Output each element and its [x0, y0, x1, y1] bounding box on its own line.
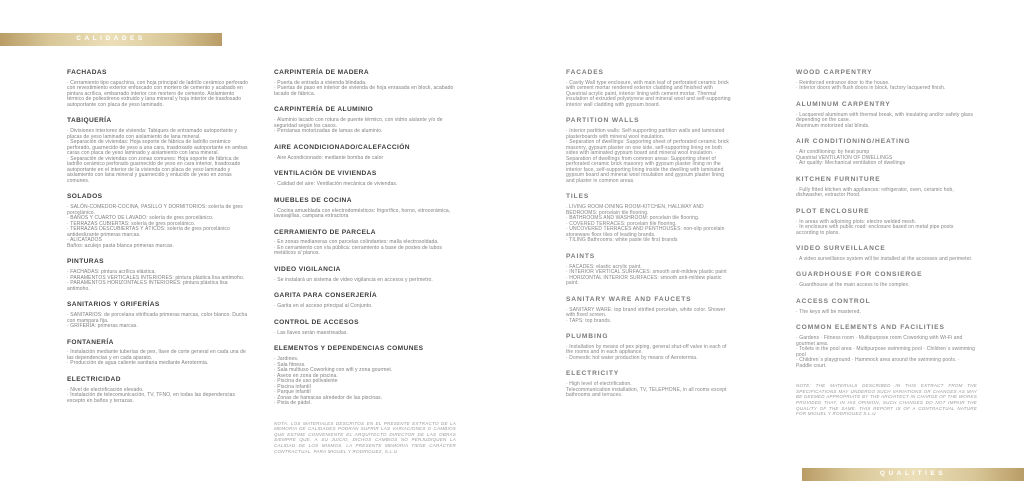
- section-heading: VIDEO SURVEILLANCE: [796, 245, 886, 253]
- section-item: · Cavity Wall type enclosure, with main leaf of perforated ceramic brick with cement mortar rendered exterior cladding and finished with Questrial acrylic paint, interior lining with cement mortar. Thermal insulation of extruded polystyrene and mineral wool and self-supporting interior wall cladding with gypsum board.: [566, 79, 731, 108]
- section-item: . LIVING ROOM-DINING ROOM-KITCHEN, HALLWAY AND BEDROOMS: porcelain tile flooring.: [566, 204, 704, 216]
- spec-section: [67, 376, 250, 404]
- section-heading: CERRAMIENTO DE PARCELA: [274, 228, 376, 236]
- spec-section: [274, 144, 456, 161]
- legal-note: NOTA: LOS MATERIALES DESCRITOS EN EL PRESENTE EXTRACTO DE LA MEMORIA DE CALIDADES PODRÁN SUFRIR LAS VARIACIONES O CAMBIOS QUE ESTIME CONVENIENTE EL ARQUITECTO DIRECTOR DE LAS OBRAS SIEMPRE QUE, A SU JUICIO, DICHOS CAMBIOS NO PERJUDIQUEN LA CALIDAD DE LOS MISMOS. LA PRESENTE MEMORIA TIENE CARÁCTER CONTRACTUAL. PARA MIGUEL Y RODRÍGUEZ, S.L.U: [274, 420, 456, 454]
- section-item: · FACHADAS: pintura acrílica elástica.: [67, 269, 156, 276]
- spec-section: [274, 319, 456, 336]
- section-item: · Children´s playground · Hammock area around the swimming pools. · Paddle court.: [796, 357, 960, 369]
- section-heading: SANITARY WARE AND FAUCETS: [566, 295, 692, 303]
- section-item: · Las llaves serán maestreadas.: [274, 329, 348, 336]
- section-item: · Separación de viviendas con zonas comunes: Hoja soporte de fábrica de ladrillo cerámico perforado guarnecido de yeso en cara interior, trasdosado autoportante en el interior de la vivienda con placa de yeso laminado y aislamiento con lana mineral y guarnecido y enlucido de yeso en zonas comunes.: [67, 155, 241, 184]
- column-english-2: [796, 69, 977, 417]
- section-item: · BATHROOMS AND WASHROOM: porcelain tile flooring.: [566, 215, 700, 222]
- section-heading: SOLADOS: [67, 193, 103, 201]
- spec-section: [67, 301, 250, 329]
- spec-section: [274, 170, 456, 187]
- spec-section: [274, 292, 456, 309]
- section-item: · TERRAZAS DESCUBIERTAS Y ÁTICOS: solería de gres porcelánico antideslizante primeras marcas.: [67, 226, 230, 238]
- spec-section: [274, 106, 456, 134]
- spec-section: [566, 253, 734, 287]
- spec-section: [566, 69, 734, 108]
- calidades-header-bar: [0, 33, 222, 46]
- section-item: Telecommunication installation, TV, TELEPHONE, in all rooms except bathrooms and terraces.: [566, 386, 727, 399]
- section-item: · A video surveillance system will be installed at the accesses and perimeter.: [796, 255, 973, 262]
- section-item: · INTERIOR VERTICAL SURFACES: smooth anti-mildew plastic paint: [566, 269, 727, 276]
- section-item: · SANITARY WARE: top brand vitrified porcelain, white color. Shower with fixed screen.: [566, 306, 726, 319]
- section-heading: FACADES: [566, 69, 604, 76]
- spec-section: [274, 345, 456, 406]
- section-heading: TILES: [566, 193, 590, 201]
- section-item: · Interior doors with flush doors in block, factory lacquered finish.: [796, 85, 946, 92]
- spec-section: [67, 69, 250, 108]
- spec-section: [566, 193, 734, 243]
- section-heading: ACCESS CONTROL: [796, 297, 871, 305]
- section-item: · Divisiones interiores de vivienda: Tabiques de entramado autoportante y placas de yeso laminado con aislamiento de lana mineral.: [67, 128, 238, 140]
- section-item: · Calidad del aire: Ventilación mecánica de viviendas.: [274, 181, 398, 188]
- section-item: · COVERED TERRACES: porcelain tile flooring.: [566, 220, 677, 227]
- spec-section: [796, 208, 977, 236]
- section-heading: PAINTS: [566, 252, 596, 260]
- section-item: · Cerramiento tipo capuchina, con hoja principal de ladrillo cerámico perforado con revestimiento exterior enfoscado con mortero de cemento y acabado en pintura acrílica, embarrado interior con mortero de cemento. Aislamiento térmico de poliestireno extruido y lana mineral y hoja interior de trasdosado autoportante con placa de yeso laminado.: [67, 79, 249, 108]
- section-heading: GUARDHOUSE FOR CONSIERGE: [796, 271, 923, 279]
- section-item: · Guardhouse at the main access to the complex.: [796, 282, 910, 289]
- spec-section: [67, 258, 250, 292]
- section-item: · Separation of dwellings: Supporting sheet of perforated ceramic brick masonry, gypsum plaster on one side, self-supporting lining on both sides with laminated gypsum board and mineral wool insulation. · Separation of dwellings from common areas: Supporting sheet of perforated ceramic brick masonry with gypsum plaster lining on the interior face, self-supporting lining inside the dwelling with laminated gypsum board and mineral wool insulation and gypsum plaster lining and plaster in common areas.: [566, 139, 730, 184]
- section-heading: VENTILACIÓN DE VIVIENDAS: [274, 170, 377, 178]
- section-item: · SANITARIOS: de porcelana vitrificada primeras marcas, color blanco. Ducha con mampara fija.: [67, 312, 248, 324]
- section-item: · TILING Bathrooms: white paste tile first brands: [566, 237, 678, 244]
- section-item: · Aseos en zona de piscina.: [274, 372, 338, 379]
- section-item: · Garita en el acceso principal al Conjunto.: [274, 303, 373, 310]
- spec-section: [274, 197, 456, 220]
- section-heading: WOOD CARPENTRY: [796, 69, 873, 76]
- spec-section: [796, 245, 977, 262]
- section-item: · Aire Acondicionado: mediante bomba de calor: [274, 154, 384, 161]
- section-heading: GARITA PARA CONSERJERÍA: [274, 292, 377, 300]
- section-item: · In enclosure with public road: enclosure based on metal pipe posts according to plans.: [796, 224, 954, 236]
- section-item: · Sala fitness.: [274, 361, 306, 368]
- section-item: · Piscina de uso polivalente: [274, 378, 338, 385]
- section-item: · ALICATADOS: [67, 237, 102, 244]
- section-item: · Pista de pádel.: [274, 400, 312, 407]
- section-item: · TERRAZAS CUBIERTAS: solería de gres porcelánico.: [67, 220, 196, 227]
- spec-section: [566, 333, 734, 361]
- section-item: · Producción de agua caliente sanitaria mediante Aerotermia.: [67, 360, 209, 367]
- section-heading: PARTITION WALLS: [566, 117, 640, 125]
- section-item: · Persianas motorizadas de lamas de aluminio.: [274, 128, 383, 135]
- section-heading: SANITARIOS Y GRIFERÍAS: [67, 301, 160, 309]
- section-heading: ELEMENTOS Y DEPENDENCIAS COMUNES: [274, 345, 424, 353]
- section-item: · PARAMENTOS VERTICALES INTERIORES: pintura plástica lisa antimoho.: [67, 274, 245, 281]
- section-item: · Se instalará un sistema de video vigilancia en accesos y perímetro.: [274, 276, 433, 283]
- column-spanish-1: [67, 69, 250, 404]
- section-item: · High level of electrification.: [566, 381, 632, 388]
- legal-note: NOTE: THE MATERIALS DESCRIBED IN THIS EXTRACT FROM THE SPECIFICATIONS MAY UNDERGO SUCH VARIATIONS OR CHANGES AS MAY BE DEEMED APPROPRIATE BY THE ARCHITECT IN CHARGE OF THE WORKS PROVIDED THAT, IN HIS OPINION, SUCH CHANGES DO NOT IMPAIR THE QUALITY OF THE SAME. THIS REPORT IS OF A CONTRACTUAL NATURE FOR MIGUEL Y RODRIGUEZ S.L.U: [796, 383, 977, 417]
- qualities-title: QUALITIES: [879, 470, 947, 478]
- section-item: · Jardines.: [274, 356, 299, 363]
- section-item: · PARAMENTOS HORIZONTALES INTERIORES: pintura plástica lisa antimoho.: [67, 280, 228, 292]
- section-item: · HORIZONTAL INTERIOR SURFACES: smooth anti-mildew plastic paint.: [566, 274, 722, 287]
- column-english-1: [566, 69, 734, 399]
- spec-section: [796, 298, 977, 315]
- section-item: · Instalación de telecomunicación, TV, TFNO, en todas las dependencias excepto en baños y terrazas.: [67, 392, 236, 404]
- spec-section: [796, 324, 977, 369]
- section-item: · Separación de viviendas: Hoja soporte de fábrica de ladrillo cerámico perforado, guarnecido de yeso a una cara, trasdosado autoportante en ambas caras con placa de yeso laminado y aislamiento con lana mineral.: [67, 139, 248, 157]
- section-item: · BAÑOS Y CUARTO DE LAVADO: solería de gres porcelánico.: [67, 215, 214, 222]
- section-item: · Aluminio lacado con rotura de puente térmico, con vidrio aislante y/o de seguridad según los casos.: [274, 117, 443, 129]
- section-item: · Toilets in the pool area · Multipurpose swimming pool · Children´s swimming pool: [796, 346, 976, 358]
- section-item: · Instalación mediante tuberías de pex, llave de corte general en cada una de las dependencias y en cada aparato.: [67, 349, 246, 361]
- spec-section: [796, 138, 977, 166]
- spec-section: [566, 370, 734, 398]
- calidades-title: CALIDADES: [76, 35, 146, 43]
- spec-section: [796, 101, 977, 129]
- section-item: · Zonas de hamacas alrededor de las piscinas.: [274, 394, 383, 401]
- section-heading: ELECTRICITY: [566, 370, 620, 378]
- section-item: · SALÓN-COMEDOR-COCINA, PASILLO Y DORMITORIOS: solería de gres porcelánico.: [67, 204, 243, 216]
- section-heading: TABIQUERÍA: [67, 117, 112, 125]
- section-item: · UNCOVERED TERRACES AND PENTHOUSES: non-slip porcelain stoneware floor tiles of leading brands.: [566, 226, 725, 238]
- section-heading: COMMON ELEMENTS AND FACILITIES: [796, 324, 945, 332]
- column-spanish-2: [274, 69, 456, 454]
- section-heading: CARPINTERÍA DE MADERA: [274, 69, 369, 76]
- spec-section: [274, 266, 456, 283]
- section-heading: PLOT ENCLOSURE: [796, 207, 870, 215]
- section-heading: AIR CONDITIONING/HEATING: [796, 138, 911, 146]
- qualities-footer-bar: [802, 468, 1024, 481]
- section-item: Aluminum motorized slat blinds.: [796, 122, 870, 129]
- section-heading: CARPINTERÍA DE ALUMINIO: [274, 106, 374, 114]
- section-item: · Piscina infantil: [274, 383, 311, 390]
- section-item: · Cocina amueblada con electrodomésticos: frigorífico, horno, vitrocerámica, lavavajillas, campana extractora: [274, 207, 451, 220]
- spec-section: [566, 296, 734, 324]
- section-item: · Gardens · Fitness room · Multipurpose room Coworking with Wi-Fi and gourmet area.: [796, 335, 963, 347]
- section-heading: ALUMINUM CARPENTRY: [796, 100, 891, 108]
- section-item: · Reinforced entrance door to the house.: [796, 79, 890, 86]
- section-item: · Interior partition walls: Self-supporting partition walls and laminated plasterboards with mineral wool insulation.: [566, 128, 725, 140]
- spec-section: [67, 193, 250, 249]
- section-heading: FACHADAS: [67, 69, 107, 76]
- section-item: · Air quality: Mechanical ventilation of dwellings: [796, 160, 906, 167]
- section-heading: AIRE ACONDICIONADO/CALEFACCIÓN: [274, 143, 410, 151]
- section-heading: FONTANERÍA: [67, 338, 114, 346]
- section-heading: PLUMBING: [566, 333, 609, 341]
- section-heading: KITCHEN FURNITURE: [796, 175, 881, 183]
- spec-section: [274, 229, 456, 257]
- section-item: · Puertas de paso en interior de vivienda de hoja enrasada en block, acabado lacado de fábrica.: [274, 85, 454, 97]
- section-item: · FACADES: elastic acrylic paint.: [566, 263, 642, 270]
- section-item: · Parque infantil: [274, 389, 311, 396]
- spec-section: [274, 69, 456, 97]
- spec-section: [796, 271, 977, 288]
- section-item: · Domestic hot water production by means of Aerotermia.: [566, 354, 698, 361]
- section-heading: MUEBLES DE COCINA: [274, 196, 352, 204]
- section-heading: PINTURAS: [67, 258, 104, 266]
- section-item: · Sala multiuso Coworking con wifi y zona gourmet.: [274, 367, 393, 374]
- spec-section: [796, 176, 977, 199]
- spec-section: [67, 339, 250, 367]
- section-item: · Fully fitted kitchen with appliances: refrigerator, oven, ceramic hob, dishwasher, extractor Hood.: [796, 186, 954, 199]
- section-item: · GRIFERÍA: primeras marcas.: [67, 323, 138, 330]
- section-item: · Installation by means of pex piping, general shut-off valve in each of the rooms and in each appliance.: [566, 343, 727, 356]
- section-item: · TAPS: top brands.: [566, 317, 612, 324]
- spec-section: [67, 117, 250, 184]
- section-item: · En cerramiento con vía pública: cerramiento a base de postes de tubos metálicos s/ planos.: [274, 244, 443, 257]
- section-item: · En zonas medianeras con parcelas colindantes: malla electrosoldada.: [274, 239, 439, 246]
- spec-section: [566, 117, 734, 184]
- section-item: Questrial VENTILATION OF DWELLINGS: [796, 154, 893, 161]
- section-item: · Air conditioning: by heat pump: [796, 149, 870, 156]
- section-item: · Lacquered aluminum with thermal break, with insulating and/or safety glass depending on the case.: [796, 111, 974, 124]
- section-heading: ELECTRICIDAD: [67, 375, 121, 383]
- section-item: · In areas with adjoining plots: electro welded mesh.: [796, 218, 917, 225]
- section-item: Baños: azulejo pasta blanca primeras marcas.: [67, 242, 174, 249]
- section-item: · Nivel de electrificación elevado.: [67, 386, 144, 393]
- spec-section: [796, 69, 977, 92]
- section-item: · The keys will be mastered.: [796, 308, 861, 315]
- section-item: · Puerta de entrada a vivienda blindada.: [274, 79, 367, 86]
- section-heading: CONTROL DE ACCESOS: [274, 318, 359, 326]
- section-heading: VIDEO VIGILANCIA: [274, 265, 341, 273]
